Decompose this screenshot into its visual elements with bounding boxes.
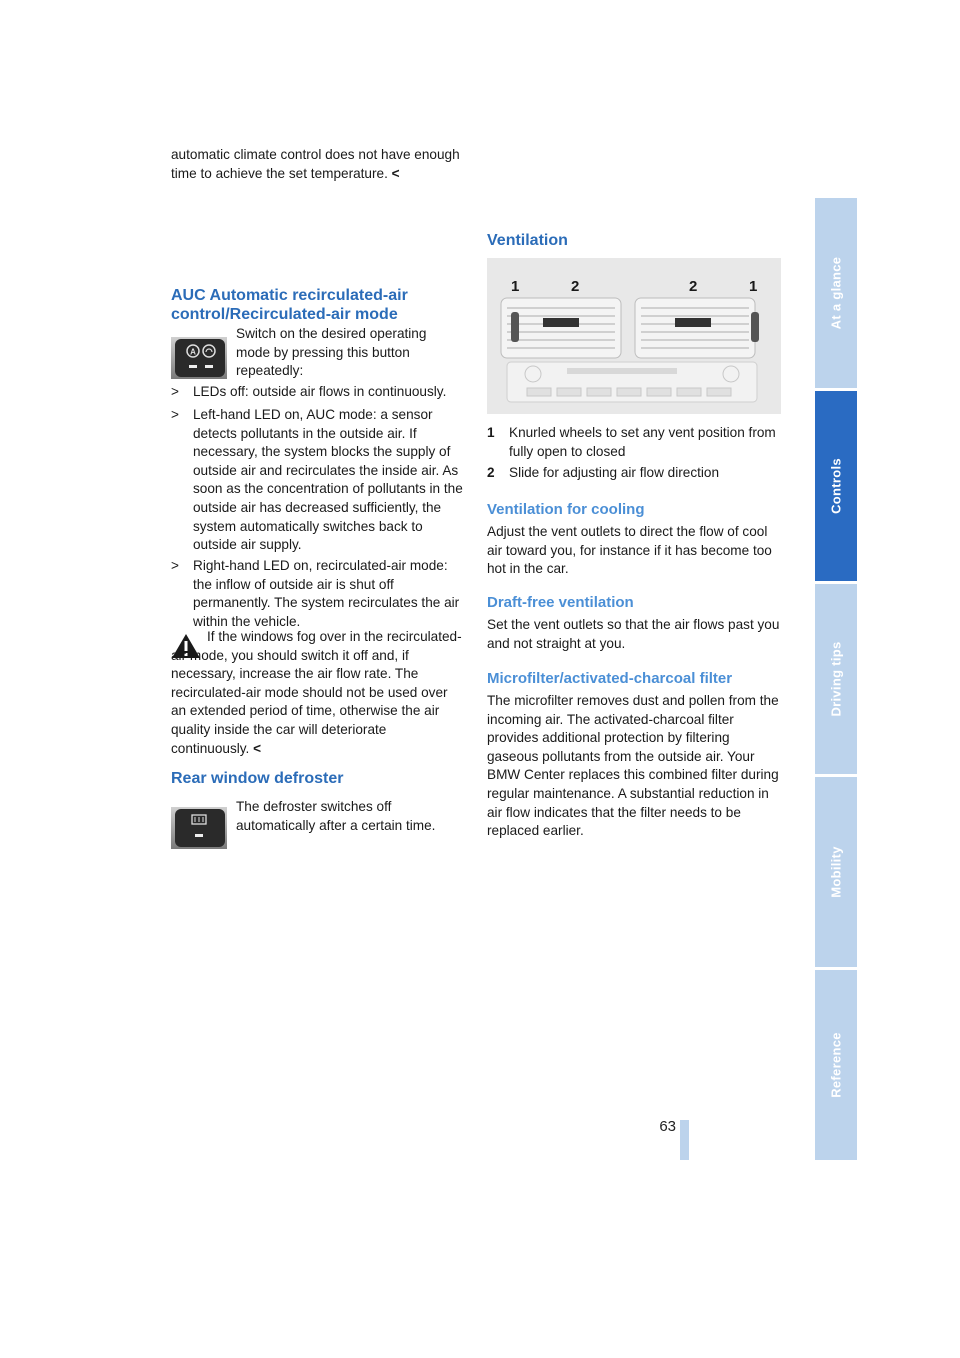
callout-2-right: 2	[689, 278, 698, 295]
rear-defroster-heading: Rear window defroster	[171, 770, 344, 787]
filter-heading: Microfilter/activated-charcoal filter	[487, 670, 733, 687]
section-tabs	[815, 198, 857, 1160]
intro-paragraph: automatic climate control does not have enough time to achieve the set temperature. <	[171, 147, 460, 181]
draft-text: Set the vent outlets so that the air flows past you and not straight at you.	[487, 617, 780, 651]
callout-1-right: 1	[749, 278, 758, 295]
tab-driving-tips[interactable]: Driving tips	[815, 584, 857, 774]
filter-text: The microfilter removes dust and pollen from the incoming air. The activated-charcoal filter provides additional protection by filtering gaseous pollutants from the outside air. Your BMW Center replaces this combined filter during regular maintenance. A substantial reduction in air flow indicates that the filter needs to be replaced earlier.	[487, 693, 779, 839]
auc-button-image	[171, 337, 227, 379]
legend-item: 1 Knurled wheels to set any vent position from fully open to closed	[487, 425, 776, 459]
page-number-bar	[680, 1120, 689, 1160]
ventilation-heading: Ventilation	[487, 232, 568, 249]
cooling-text: Adjust the vent outlets to direct the flow of cool air toward you, for instance if it has become too hot in the car.	[487, 524, 772, 577]
bullet-item: > Left-hand LED on, AUC mode: a sensor detects pollutants in the outside air. If necessary, the system blocks the supply of outside air and recirculates the inside air. As soon as the concentration of pollutants in the outside air has decreased sufficiently, the system automatically switches back to outside air supply.	[171, 407, 463, 553]
cooling-heading: Ventilation for cooling	[487, 501, 645, 518]
bullet-item: > Right-hand LED on, recirculated-air mode: the inflow of outside air is shut off permanently. The system recirculates the air within the vehicle.	[171, 558, 460, 629]
tab-reference[interactable]: Reference	[815, 970, 857, 1160]
svg-text:A: A	[190, 347, 196, 357]
tab-mobility[interactable]: Mobility	[815, 777, 857, 967]
bullet-item: > LEDs off: outside air flows in continuously.	[171, 384, 447, 399]
tab-controls[interactable]: Controls	[815, 391, 857, 581]
tab-at-a-glance[interactable]: At a glance	[815, 198, 857, 388]
legend-item: 2 Slide for adjusting air flow direction	[487, 465, 720, 480]
callout-1-left: 1	[511, 278, 520, 295]
callout-2-left: 2	[571, 278, 580, 295]
page-number: 63	[659, 1118, 676, 1135]
warning-paragraph: If the windows fog over in the recirculated-air mode, you should switch it off and, if necessary, increase the air flow rate. The recirculated-air mode should not be used over an extended period of time, otherwise the air quality inside the car will deteriorate continuously. <	[171, 629, 462, 756]
draft-heading: Draft-free ventilation	[487, 594, 634, 611]
vent-illustration	[487, 258, 781, 414]
rear-defroster-text: The defroster switches off automatically after a certain time.	[236, 799, 436, 833]
auc-intro: Switch on the desired operating mode by pressing this button repeatedly:	[236, 326, 427, 379]
auc-heading: AUC Automatic recirculated-air control/Recirculated-air mode	[171, 287, 408, 323]
defroster-button-image	[171, 807, 227, 849]
